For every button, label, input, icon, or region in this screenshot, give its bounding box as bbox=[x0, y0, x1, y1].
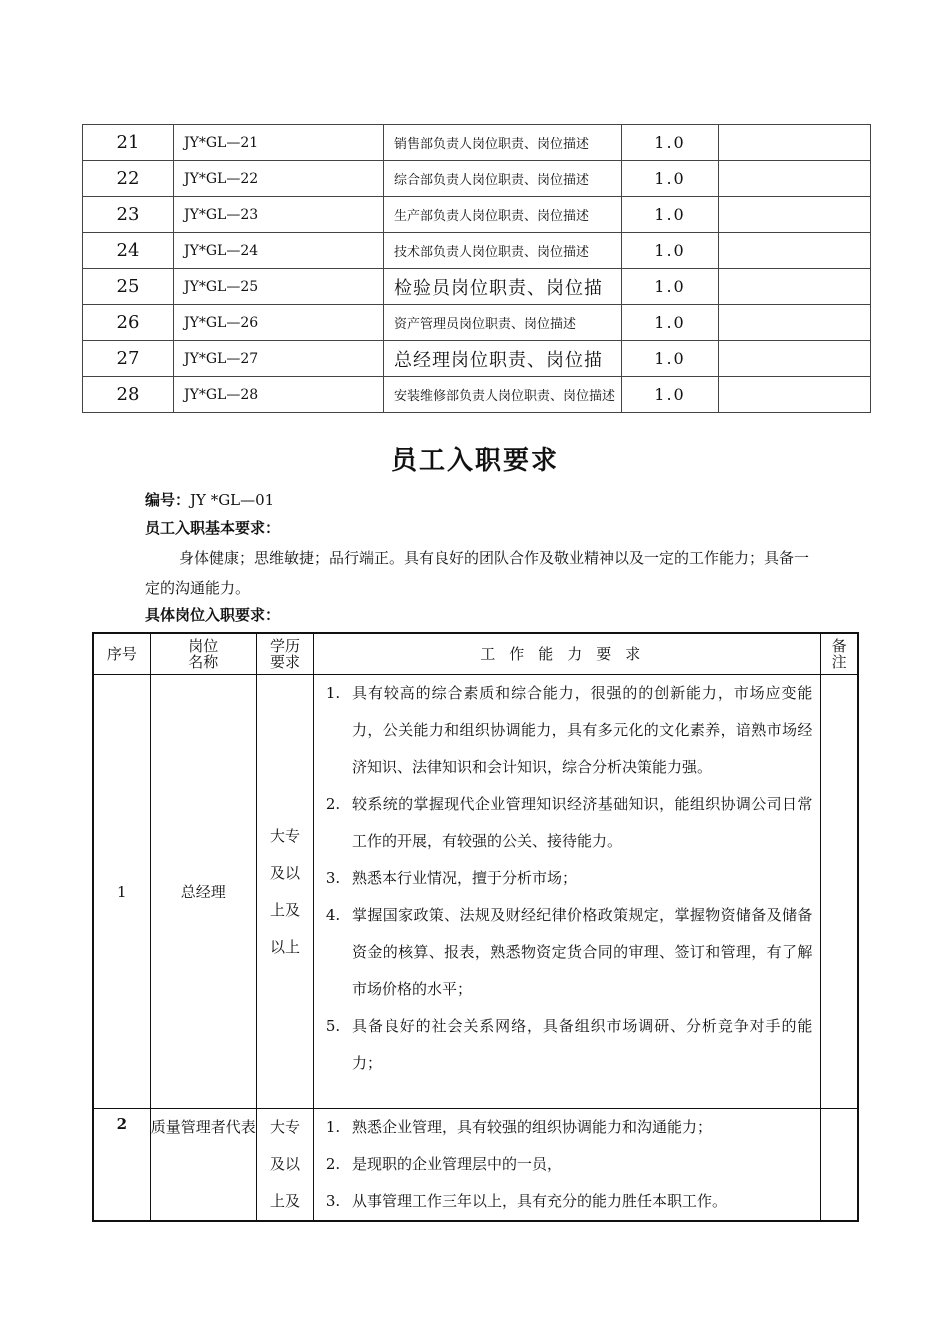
item-number: 2. bbox=[325, 1155, 341, 1173]
item-text: 掌握国家政策、法规及财经纪律价格政策规定，掌握物资储备及储备资金的核算、报表，熟悉物资定货合同的审理、签订和管理，有了解市场价格的水平； bbox=[352, 906, 813, 998]
document-list-table bbox=[82, 124, 871, 413]
doc-version: 1.0 bbox=[622, 197, 719, 233]
doc-code: JY*GL—23 bbox=[174, 197, 384, 233]
page-title: 员工入职要求 bbox=[390, 446, 559, 476]
item-text: 具备良好的社会关系网络，具备组织市场调研、分析竞争对手的能力； bbox=[352, 1017, 813, 1072]
doc-code: JY*GL—27 bbox=[174, 341, 384, 377]
specific-requirements-label: 具体岗位入职要求： bbox=[145, 606, 281, 624]
row-seq: 1 bbox=[93, 675, 150, 1109]
code-line bbox=[145, 490, 274, 510]
table-row bbox=[83, 233, 871, 269]
doc-code: JY*GL—28 bbox=[174, 377, 384, 413]
list-item bbox=[314, 1008, 812, 1082]
table-row bbox=[93, 1109, 858, 1222]
doc-number: 26 bbox=[83, 305, 174, 341]
list-item bbox=[314, 1183, 812, 1220]
list-item bbox=[314, 675, 812, 786]
doc-note bbox=[719, 161, 871, 197]
row-education bbox=[256, 675, 313, 1109]
header-position-line2: 名称 bbox=[188, 653, 219, 671]
doc-note bbox=[719, 269, 871, 305]
doc-title: 安装维修部负责人岗位职责、岗位描述 bbox=[384, 377, 622, 413]
education-line: 上及 bbox=[269, 900, 300, 919]
item-number: 3. bbox=[325, 1192, 341, 1210]
table-row bbox=[83, 161, 871, 197]
education-line: 及以 bbox=[269, 863, 300, 882]
doc-version: 1.0 bbox=[622, 233, 719, 269]
item-number: 3. bbox=[325, 869, 341, 887]
position-requirements-table bbox=[92, 632, 859, 1222]
doc-code: JY*GL—25 bbox=[174, 269, 384, 305]
doc-code: JY*GL—26 bbox=[174, 305, 384, 341]
doc-title: 销售部负责人岗位职责、岗位描述 bbox=[384, 125, 622, 161]
education-line: 以上 bbox=[269, 937, 300, 956]
item-number: 4. bbox=[325, 906, 341, 924]
row-seq: 2 bbox=[93, 1109, 150, 1222]
header-remarks-line2: 注 bbox=[831, 653, 847, 671]
doc-note bbox=[719, 125, 871, 161]
header-remarks-line1: 备 bbox=[831, 637, 847, 655]
doc-number: 23 bbox=[83, 197, 174, 233]
row-education bbox=[256, 1109, 313, 1222]
list-item bbox=[314, 1146, 812, 1183]
item-number: 1. bbox=[325, 1118, 341, 1136]
item-number: 5. bbox=[325, 1017, 341, 1035]
doc-version: 1.0 bbox=[622, 125, 719, 161]
row-remarks bbox=[821, 675, 858, 1109]
education-line: 大专 bbox=[269, 1118, 300, 1136]
basic-requirements-heading bbox=[145, 518, 280, 538]
education-line: 大专 bbox=[269, 826, 300, 845]
doc-title: 总经理岗位职责、岗位描 bbox=[384, 341, 622, 377]
item-text: 熟悉本行业情况，擅于分析市场； bbox=[352, 869, 578, 887]
row-requirements bbox=[314, 675, 821, 1109]
item-text: 是现职的企业管理层中的一员， bbox=[352, 1155, 563, 1173]
basic-requirements-label: 员工入职基本要求： bbox=[145, 519, 281, 537]
doc-note bbox=[719, 233, 871, 269]
table-row bbox=[83, 269, 871, 305]
item-number: 1. bbox=[325, 684, 341, 702]
header-remarks bbox=[821, 633, 858, 675]
row-position bbox=[150, 1109, 256, 1222]
item-text: 熟悉企业管理，具有较强的组织协调能力和沟通能力； bbox=[352, 1118, 713, 1136]
doc-number: 25 bbox=[83, 269, 174, 305]
table-row bbox=[83, 197, 871, 233]
header-education bbox=[256, 633, 313, 675]
doc-title: 技术部负责人岗位职责、岗位描述 bbox=[384, 233, 622, 269]
doc-title: 资产管理员岗位职责、岗位描述 bbox=[384, 305, 622, 341]
header-education-line2: 要求 bbox=[269, 653, 300, 671]
header-education-line1: 学历 bbox=[269, 637, 300, 655]
item-text: 具有较高的综合素质和综合能力，很强的的创新能力，市场应变能力，公关能力和组织协调能力，具有多元化的文化素养，谙熟市场经济知识、法律知识和会计知识，综合分析决策能力强。 bbox=[352, 684, 813, 776]
position-name: 质量管理者代表 bbox=[150, 1118, 256, 1136]
doc-note bbox=[719, 377, 871, 413]
doc-number: 27 bbox=[83, 341, 174, 377]
list-item bbox=[314, 897, 812, 1008]
doc-code: JY*GL—22 bbox=[174, 161, 384, 197]
header-abilities: 工作能力要求 bbox=[314, 633, 821, 675]
basic-requirements-text: 身体健康；思维敏捷；品行端正。具有良好的团队合作及敬业精神以及一定的工作能力；具备一定的沟通能力。 bbox=[145, 549, 810, 597]
table-row bbox=[93, 675, 858, 1109]
code-label: 编号： bbox=[145, 491, 191, 509]
doc-number: 21 bbox=[83, 125, 174, 161]
list-item bbox=[314, 786, 812, 860]
doc-note bbox=[719, 305, 871, 341]
doc-title: 检验员岗位职责、岗位描 bbox=[384, 269, 622, 305]
item-number: 2. bbox=[325, 795, 341, 813]
requirements-list bbox=[314, 1109, 820, 1220]
row-position: 总经理 bbox=[150, 675, 256, 1109]
specific-requirements-heading bbox=[145, 605, 280, 625]
doc-note bbox=[719, 197, 871, 233]
row-requirements bbox=[314, 1109, 821, 1222]
item-text: 从事管理工作三年以上，具有充分的能力胜任本职工作。 bbox=[352, 1192, 728, 1210]
education-line: 及以 bbox=[269, 1155, 300, 1173]
education-line: 上及 bbox=[269, 1192, 300, 1210]
doc-number: 24 bbox=[83, 233, 174, 269]
doc-note bbox=[719, 341, 871, 377]
table-row bbox=[83, 341, 871, 377]
table-header-row bbox=[93, 633, 858, 675]
doc-version: 1.0 bbox=[622, 269, 719, 305]
doc-number: 28 bbox=[83, 377, 174, 413]
item-text: 较系统的掌握现代企业管理知识经济基础知识，能组织协调公司日常工作的开展，有较强的公关、接待能力。 bbox=[352, 795, 813, 850]
table-row bbox=[83, 377, 871, 413]
doc-version: 1.0 bbox=[622, 305, 719, 341]
doc-version: 1.0 bbox=[622, 161, 719, 197]
table-row bbox=[83, 305, 871, 341]
list-item bbox=[314, 1109, 812, 1146]
doc-version: 1.0 bbox=[622, 341, 719, 377]
doc-title: 综合部负责人岗位职责、岗位描述 bbox=[384, 161, 622, 197]
doc-code: JY*GL—24 bbox=[174, 233, 384, 269]
row-remarks bbox=[821, 1109, 858, 1222]
doc-title: 生产部负责人岗位职责、岗位描述 bbox=[384, 197, 622, 233]
header-seq: 序号 bbox=[93, 633, 150, 675]
code-value: JY *GL—01 bbox=[190, 491, 275, 509]
doc-version: 1.0 bbox=[622, 377, 719, 413]
table-row bbox=[83, 125, 871, 161]
doc-number: 22 bbox=[83, 161, 174, 197]
list-item bbox=[314, 860, 812, 897]
doc-code: JY*GL—21 bbox=[174, 125, 384, 161]
header-position bbox=[150, 633, 256, 675]
header-position-line1: 岗位 bbox=[188, 637, 219, 655]
requirements-list bbox=[314, 675, 820, 1082]
